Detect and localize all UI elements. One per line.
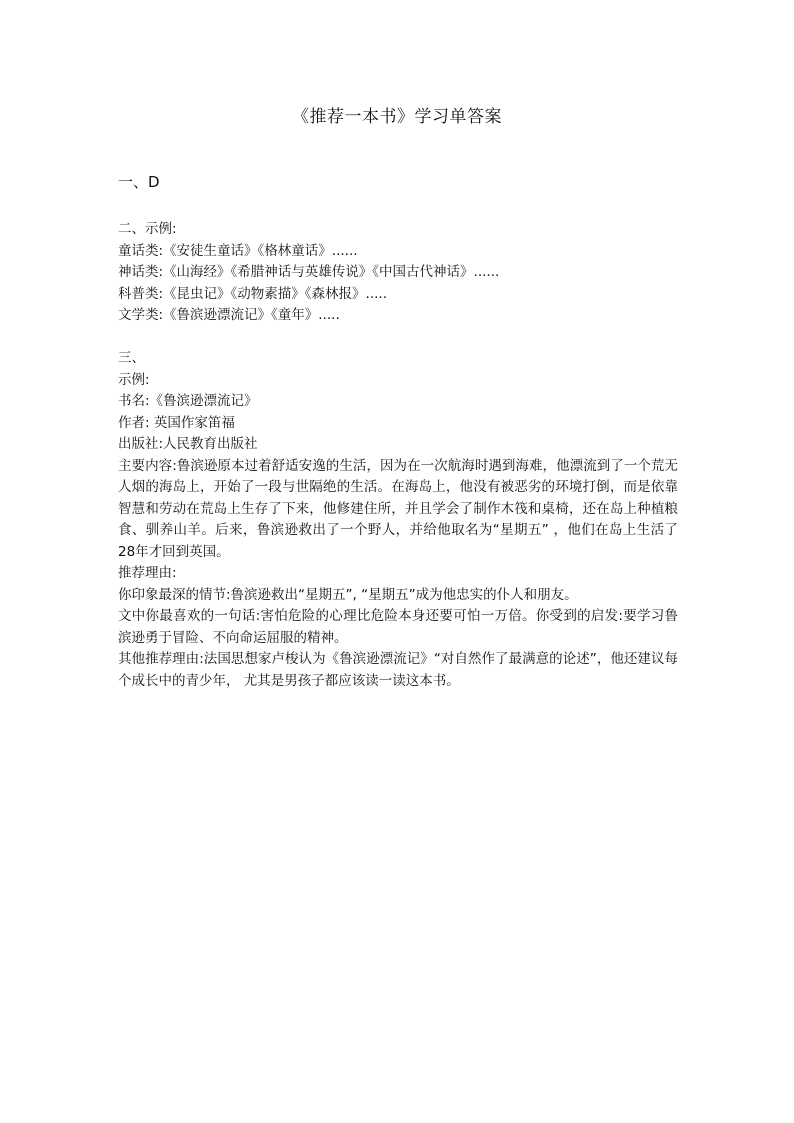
section-two-line-popular-science: 科普类:《昆虫记》《动物素描》《森林报》..... (118, 285, 388, 302)
recommend-reason-heading: 推荐理由: (118, 565, 177, 581)
section-three-heading: 三、 (118, 350, 145, 366)
other-reasons-paragraph: 其他推荐理由:法国思想家卢梭认为《鲁滨逊漂流记》“对自然作了最满意的论述”，他还建议每个成长中的青少年， 尤其是男孩子都应该读一读这本书。 (118, 651, 678, 689)
example-label: 示例: (118, 371, 150, 388)
spacer (118, 193, 678, 219)
summary-paragraph: 主要内容:鲁滨逊原本过着舒适安逸的生活，因为在一次航海时遇到海难，他漂流到了一个荒无人烟的海岛上，开始了一段与世隔绝的生活。在海岛上，他没有被恶劣的环境打倒，而是依靠智慧和劳动在荒岛上生存了下来，他修建住所，并且学会了制作木筏和桌椅，还在岛上种植粮食、驯养山羊。后来，鲁滨逊救出了一个野人，并给他取名为“星期五” ，他们在岛上生活了 28年才回到英国。 (118, 457, 678, 560)
section-one-answer: 一、D (118, 173, 160, 191)
section-two-line-fairy-tales: 童话类:《安徒生童话》《格林童话》...... (118, 242, 358, 259)
spacer (118, 327, 678, 349)
memorable-plot-paragraph: 你印象最深的情节:鲁滨逊救出“星期五”, “星期五”成为他忠实的仆人和朋友。 (118, 586, 578, 603)
section-two-line-myths: 神话类:《山海经》《希腊神话与英雄传说》《中国古代神话》...... (118, 264, 500, 280)
author-line: 作者: 英国作家笛福 (118, 414, 235, 431)
page-title: 《推荐一本书》学习单答案 (292, 107, 502, 127)
book-title-line: 书名:《鲁滨逊漂流记》 (118, 393, 258, 409)
section-two-heading: 二、示例: (118, 221, 177, 237)
section-two-line-literature: 文学类:《鲁滨逊漂流记》《童年》..... (118, 307, 340, 323)
publisher-line: 出版社:人民教育出版社 (118, 436, 258, 452)
document-body (118, 171, 678, 692)
favorite-quote-paragraph: 文中你最喜欢的一句话:害怕危险的心理比危险本身还要可怕一万倍。你受到的启发:要学习鲁滨逊勇于冒险、不向命运屈服的精神。 (118, 608, 678, 646)
